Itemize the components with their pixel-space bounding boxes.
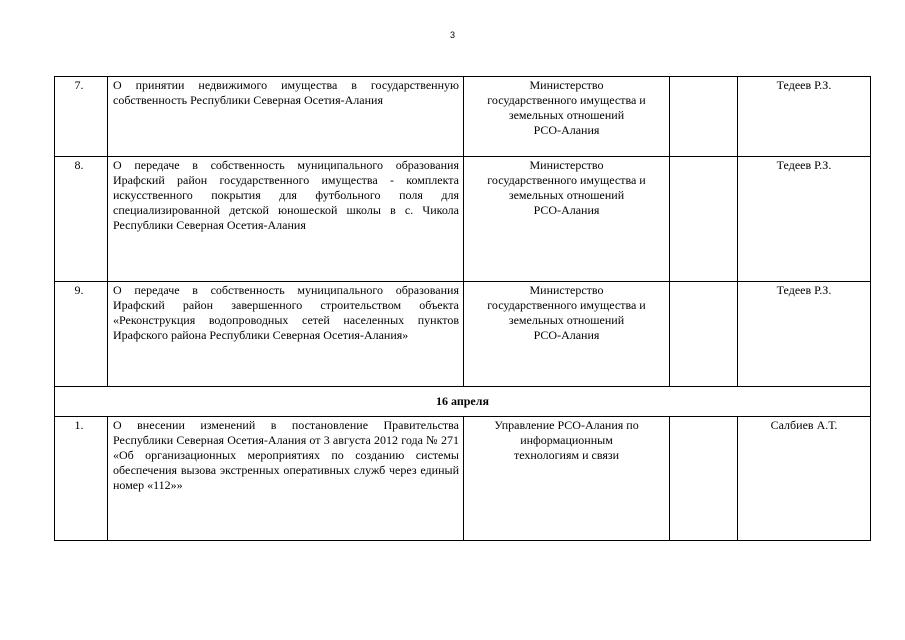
row-blank-cell bbox=[670, 157, 738, 282]
row-number: 8. bbox=[55, 157, 108, 282]
department-line: Министерство bbox=[529, 158, 604, 172]
row-blank-cell bbox=[670, 77, 738, 157]
row-responsible: Салбиев А.Т. bbox=[738, 417, 871, 541]
row-department bbox=[464, 77, 670, 157]
page-number: 3 bbox=[449, 30, 455, 40]
department-line: земельных отношений bbox=[508, 108, 625, 122]
row-blank-cell bbox=[670, 417, 738, 541]
table-row bbox=[55, 157, 871, 282]
department-line: земельных отношений bbox=[508, 313, 625, 327]
row-subject: О принятии недвижимого имущества в государственную собственность Республики Северная Осетия-Алания bbox=[108, 77, 464, 157]
department-line: государственного имущества и bbox=[487, 298, 646, 312]
department-line: РСО-Алания bbox=[533, 203, 600, 217]
department-line: Министерство bbox=[529, 78, 604, 92]
table-row bbox=[55, 77, 871, 157]
department-line: технологиям и связи bbox=[513, 448, 620, 462]
row-department bbox=[464, 282, 670, 387]
department-line: РСО-Алания bbox=[533, 328, 600, 342]
department-line: РСО-Алания bbox=[533, 123, 600, 137]
row-blank-cell bbox=[670, 282, 738, 387]
row-department bbox=[464, 157, 670, 282]
department-line: земельных отношений bbox=[508, 188, 625, 202]
department-line: Управление РСО-Алания по bbox=[494, 418, 639, 432]
department-line: информационным bbox=[520, 433, 613, 447]
date-section-row bbox=[55, 387, 871, 417]
department-line: государственного имущества и bbox=[487, 173, 646, 187]
row-responsible: Тедеев Р.З. bbox=[738, 282, 871, 387]
table-row bbox=[55, 282, 871, 387]
department-line: государственного имущества и bbox=[487, 93, 646, 107]
date-header: 16 апреля bbox=[55, 387, 871, 417]
row-subject: О внесении изменений в постановление Правительства Республики Северная Осетия-Алания от 3 августа 2012 года № 271 «Об организационных мероприятиях по созданию системы обеспечения вызова экстренных оперативных служб через единый номер «112»» bbox=[108, 417, 464, 541]
agenda-table bbox=[54, 76, 871, 541]
row-responsible: Тедеев Р.З. bbox=[738, 77, 871, 157]
row-responsible: Тедеев Р.З. bbox=[738, 157, 871, 282]
table-row bbox=[55, 417, 871, 541]
row-number: 1. bbox=[55, 417, 108, 541]
department-line: Министерство bbox=[529, 283, 604, 297]
row-department bbox=[464, 417, 670, 541]
row-subject: О передаче в собственность муниципального образования Ирафский район завершенного строительством объекта «Реконструкция водопроводных сетей населенных пунктов Ирафского района Республики Северная Осетия-Алания» bbox=[108, 282, 464, 387]
row-subject: О передаче в собственность муниципального образования Ирафский район государственного имущества - комплекта искусственного покрытия для футбольного поля для специализированной детской юношеской школы в с. Чикола Республики Северная Осетия-Алания bbox=[108, 157, 464, 282]
row-number: 9. bbox=[55, 282, 108, 387]
row-number: 7. bbox=[55, 77, 108, 157]
